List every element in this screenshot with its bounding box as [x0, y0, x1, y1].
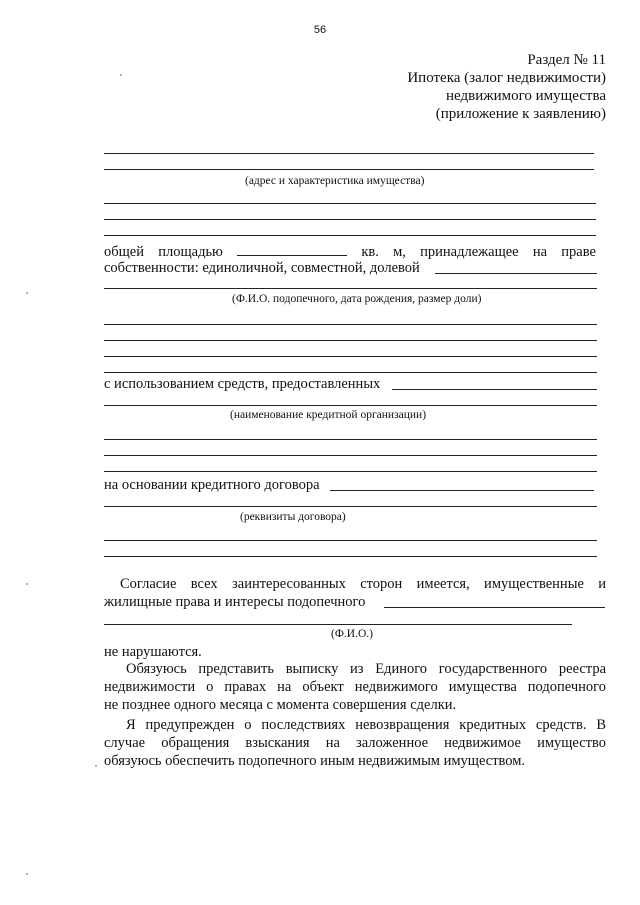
fio-line[interactable]: [104, 624, 572, 625]
contract-line-2[interactable]: [104, 540, 597, 541]
scan-speck: [26, 583, 28, 585]
address-line-4[interactable]: [104, 219, 596, 220]
scan-speck: [120, 74, 122, 76]
bank-line-4[interactable]: [104, 471, 597, 472]
ward-line-4[interactable]: [104, 356, 597, 357]
scan-speck: [95, 765, 97, 767]
contract-line-3[interactable]: [104, 556, 597, 557]
ward-line-5[interactable]: [104, 372, 597, 373]
form-title-note: (приложение к заявлению): [435, 106, 606, 122]
form-title-line1: Ипотека (залог недвижимости): [407, 70, 606, 86]
contract-line-1[interactable]: [104, 506, 597, 507]
address-line-3[interactable]: [104, 203, 596, 204]
warning-line-2: случае обращения взыскания на заложенное недвижимое имущество: [104, 735, 606, 751]
section-title: Раздел № 11: [527, 52, 606, 68]
bank-line-1[interactable]: [104, 405, 597, 406]
funds-field[interactable]: [392, 389, 597, 390]
ward-line-3[interactable]: [104, 340, 597, 341]
ownership-field[interactable]: [435, 273, 597, 274]
address-line-1[interactable]: [104, 153, 594, 154]
bank-line-3[interactable]: [104, 455, 597, 456]
ownership-text: собственности: единоличной, совместной, долевой: [104, 260, 420, 276]
funds-text: с использованием средств, предоставленных: [104, 376, 381, 392]
form-title-line2: недвижимого имущества: [446, 88, 606, 104]
bank-caption: (наименование кредитной организации): [230, 409, 427, 421]
fio-caption: (Ф.И.О.): [331, 628, 373, 640]
address-line-5[interactable]: [104, 235, 596, 236]
consent-line-3: не нарушаются.: [104, 644, 202, 660]
contract-text: на основании кредитного договора: [104, 477, 320, 493]
bank-line-2[interactable]: [104, 439, 597, 440]
ward-caption: (Ф.И.О. подопечного, дата рождения, размер доли): [232, 293, 482, 305]
scan-speck: [26, 873, 28, 875]
warning-line-1: Я предупрежден о последствиях невозвращения кредитных средств. В: [126, 717, 606, 733]
obligation-line-3: не позднее одного месяца с момента совершения сделки.: [104, 697, 457, 713]
consent-line-2: жилищные права и интересы подопечного: [104, 594, 366, 610]
area-field[interactable]: [237, 242, 347, 256]
obligation-line-1: Обязуюсь представить выписку из Единого государственного реестра: [126, 661, 606, 677]
warning-line-3: обязуюсь обеспечить подопечного иным недвижимым имуществом.: [104, 753, 526, 769]
ward-name-field[interactable]: [384, 607, 605, 608]
contract-field[interactable]: [330, 490, 594, 491]
address-line-2[interactable]: [104, 169, 594, 170]
ward-line-1[interactable]: [104, 288, 597, 289]
obligation-line-2: недвижимости о правах на объект недвижимого имущества подопечного: [104, 679, 606, 695]
consent-line-1: Согласие всех заинтересованных сторон имеется, имущественные и: [120, 576, 606, 592]
contract-caption: (реквизиты договора): [240, 511, 346, 523]
scan-speck: [26, 292, 28, 294]
ward-line-2[interactable]: [104, 324, 597, 325]
area-row: общей площадью кв. м, принадлежащее на праве: [104, 244, 596, 260]
page-number: 56: [313, 24, 327, 36]
address-caption: (адрес и характеристика имущества): [245, 175, 425, 187]
